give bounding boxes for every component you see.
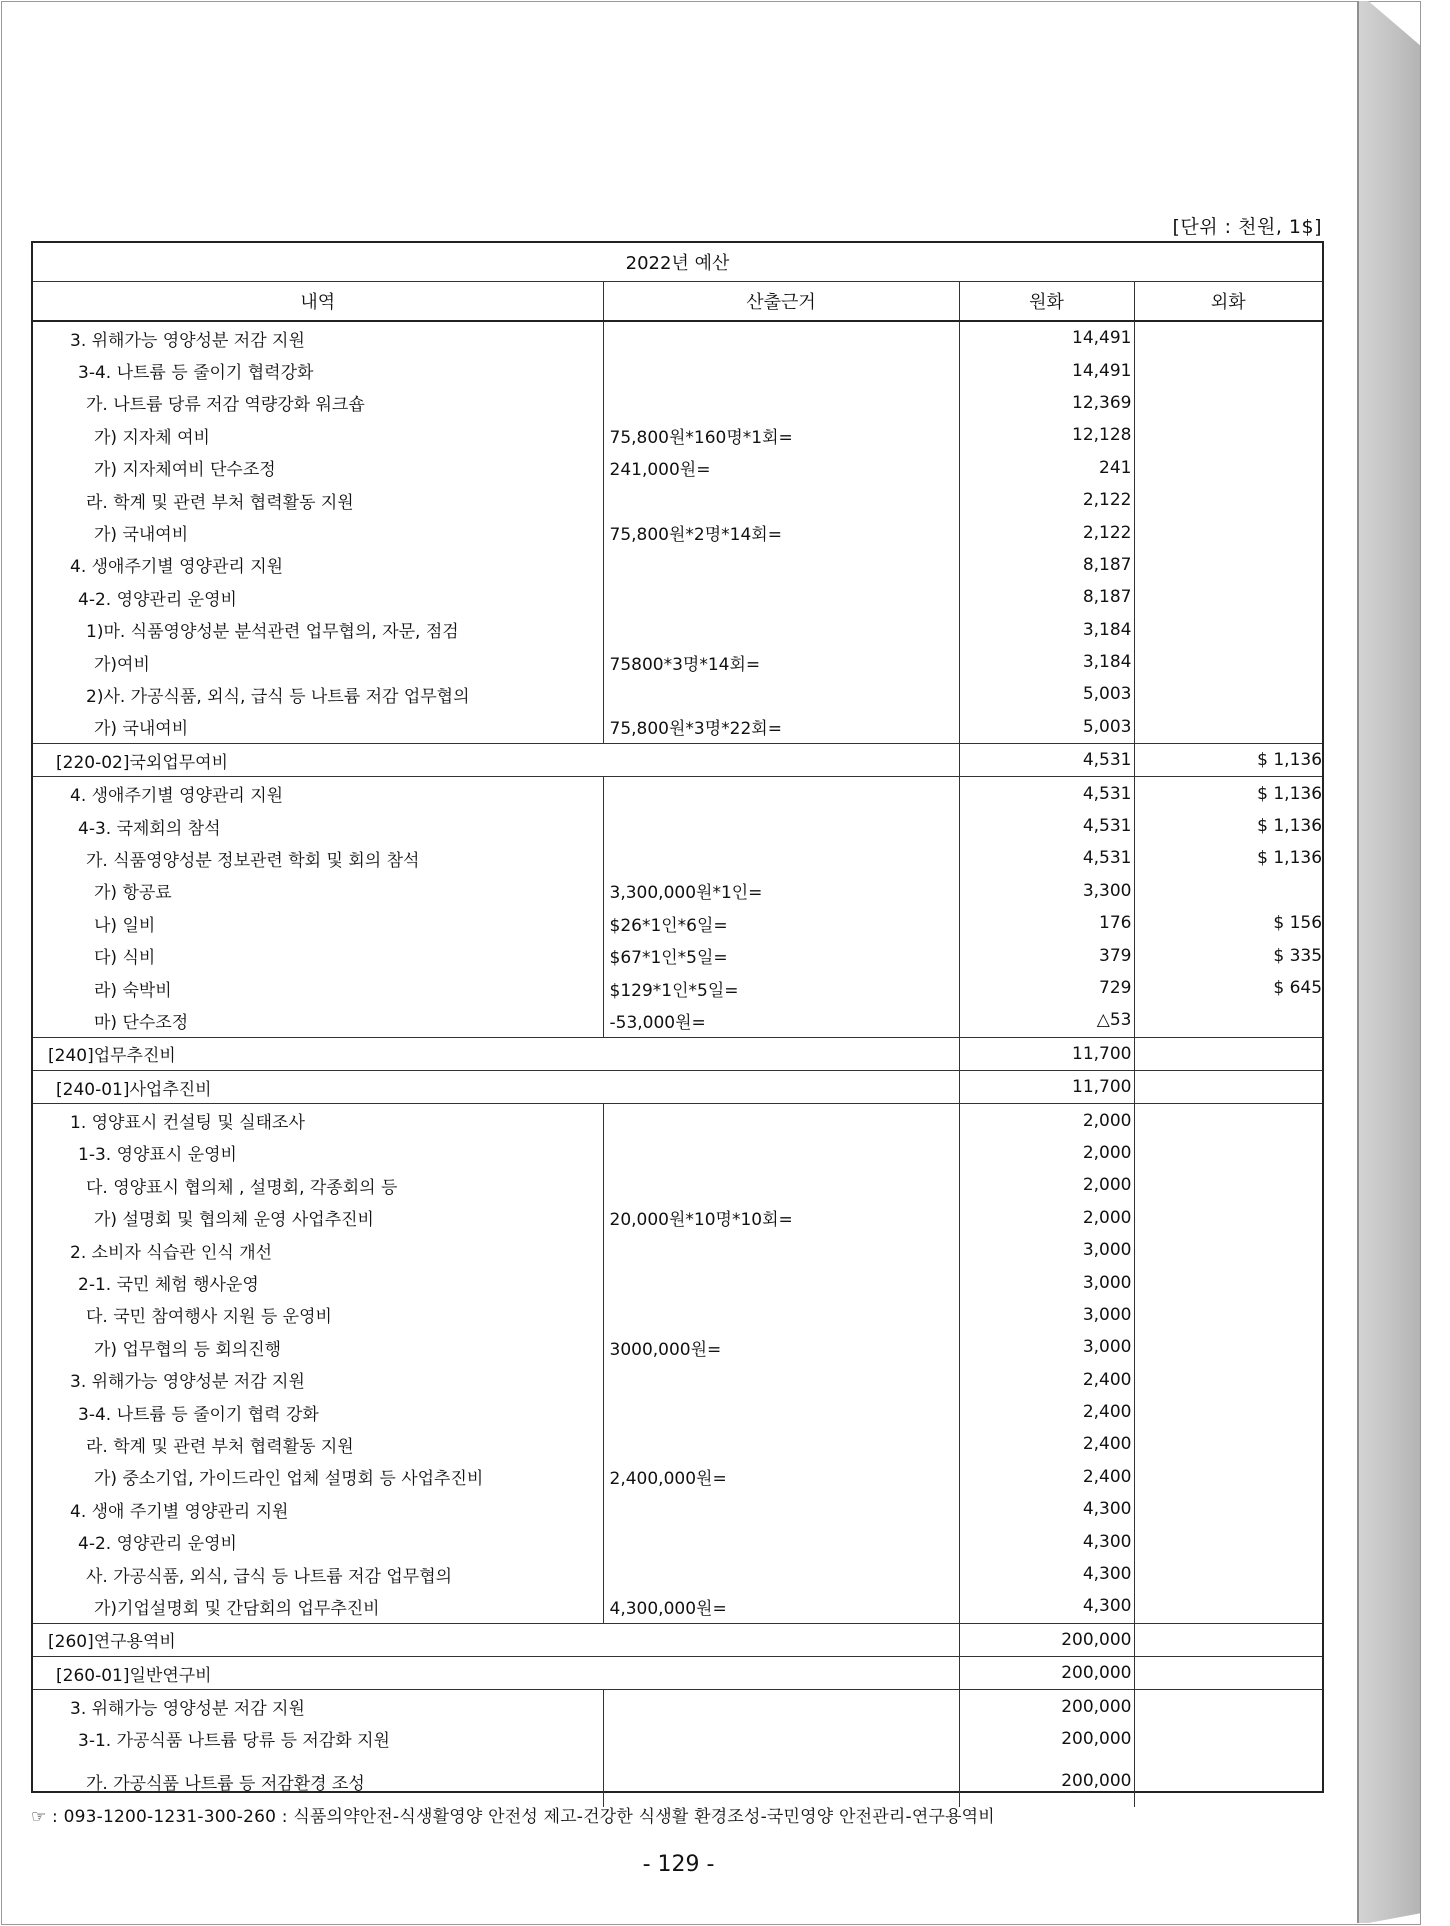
row-item: 가) 지자체 여비	[33, 419, 603, 451]
row-krw: 3,184	[959, 614, 1134, 646]
row-fx	[1134, 581, 1322, 613]
row-fx: $ 1,136	[1134, 744, 1322, 777]
row-fx	[1134, 1364, 1322, 1396]
row-item: 가)여비	[33, 646, 603, 678]
table-row	[33, 1299, 1322, 1331]
row-fx	[1134, 452, 1322, 484]
table-row	[33, 614, 1322, 646]
row-item: 가. 나트륨 당류 저감 역량강화 워크숍	[33, 387, 603, 419]
row-fx	[1134, 678, 1322, 710]
row-krw: 200,000	[959, 1623, 1134, 1656]
row-krw: 379	[959, 939, 1134, 971]
row-item: 1. 영양표시 컨설팅 및 실태조사	[33, 1104, 603, 1137]
row-basis: 75800*3명*14회=	[603, 646, 959, 678]
row-krw: 2,400	[959, 1461, 1134, 1493]
table-row	[33, 1690, 1322, 1723]
row-krw: 3,000	[959, 1299, 1134, 1331]
row-item: 가)기업설명회 및 간담회의 업무추진비	[33, 1590, 603, 1623]
unit-label: [단위 : 천원, 1$]	[1172, 216, 1322, 238]
row-krw: 14,491	[959, 321, 1134, 354]
row-basis	[603, 842, 959, 874]
row-krw: 3,000	[959, 1234, 1134, 1266]
row-fx	[1134, 516, 1322, 548]
row-basis	[603, 354, 959, 386]
row-krw: 2,000	[959, 1137, 1134, 1169]
row-item: 라. 학계 및 관련 부처 협력활동 지원	[33, 1428, 603, 1460]
row-item: 다. 영양표시 협의체 , 설명회, 각종회의 등	[33, 1169, 603, 1201]
table-row	[33, 744, 1322, 777]
row-basis	[603, 581, 959, 613]
row-item: 3. 위해가능 영양성분 저감 지원	[33, 1690, 603, 1723]
row-item: 3-4. 나트륨 등 줄이기 협력 강화	[33, 1396, 603, 1428]
row-fx	[1134, 321, 1322, 354]
row-basis: 2,400,000원=	[603, 1461, 959, 1493]
row-fx	[1134, 1657, 1322, 1690]
row-fx	[1134, 484, 1322, 516]
row-basis: 75,800원*2명*14회=	[603, 516, 959, 548]
row-fx	[1134, 1004, 1322, 1037]
row-item: 가) 중소기업, 가이드라인 업체 설명회 등 사업추진비	[33, 1461, 603, 1493]
row-item: 가) 항공료	[33, 875, 603, 907]
row-basis: 75,800원*3명*22회=	[603, 711, 959, 744]
table-row	[33, 484, 1322, 516]
row-item: 1-3. 영양표시 운영비	[33, 1137, 603, 1169]
row-krw: 176	[959, 907, 1134, 939]
row-fx	[1134, 1723, 1322, 1755]
budget-table	[31, 241, 1324, 1793]
row-basis	[603, 1690, 959, 1723]
row-krw: 8,187	[959, 581, 1134, 613]
table-row	[33, 972, 1322, 1004]
row-fx	[1134, 1234, 1322, 1266]
table-row	[33, 1723, 1322, 1755]
table-row	[33, 907, 1322, 939]
row-item: 4-2. 영양관리 운영비	[33, 1525, 603, 1557]
row-krw: 2,122	[959, 484, 1134, 516]
row-fx	[1134, 1755, 1322, 1807]
row-basis: 75,800원*160명*1회=	[603, 419, 959, 451]
table-row	[33, 1493, 1322, 1525]
row-basis: 3,300,000원*1인=	[603, 875, 959, 907]
row-item: 가) 업무협의 등 회의진행	[33, 1331, 603, 1363]
row-fx	[1134, 614, 1322, 646]
row-krw: 2,122	[959, 516, 1134, 548]
table-row	[33, 452, 1322, 484]
row-fx	[1134, 549, 1322, 581]
table-title: 2022년 예산	[33, 243, 1322, 282]
row-fx	[1134, 1690, 1322, 1723]
row-item: 2. 소비자 식습관 인식 개선	[33, 1234, 603, 1266]
row-fx: $ 1,136	[1257, 816, 1323, 837]
row-fx	[1134, 1137, 1322, 1169]
row-item: 4. 생애 주기별 영양관리 지원	[33, 1493, 603, 1525]
row-fx	[1134, 1461, 1322, 1493]
row-item: 3. 위해가능 영양성분 저감 지원	[33, 1364, 603, 1396]
row-item: 사. 가공식품, 외식, 급식 등 나트륨 저감 업무협의	[33, 1558, 603, 1590]
row-krw: 5,003	[959, 711, 1134, 744]
table-row	[33, 1657, 1322, 1690]
page-spine-shadow	[1357, 1, 1420, 1923]
row-krw: 200,000	[959, 1690, 1134, 1723]
table-row	[33, 678, 1322, 710]
row-basis	[603, 777, 959, 810]
row-item: 다) 식비	[33, 939, 603, 971]
row-krw: 200,000	[959, 1723, 1134, 1755]
row-basis: -53,000원=	[603, 1004, 959, 1037]
row-basis	[603, 1299, 959, 1331]
table-row	[33, 1266, 1322, 1298]
row-item: 가) 국내여비	[33, 516, 603, 548]
row-fx	[1134, 1558, 1322, 1590]
row-item: 4-3. 국제회의 참석	[33, 810, 603, 842]
row-item: 가) 지자체여비 단수조정	[33, 452, 603, 484]
row-fx	[1134, 387, 1322, 419]
row-krw: 14,491	[959, 354, 1134, 386]
row-item: [260]연구용역비	[33, 1623, 959, 1656]
row-basis	[603, 387, 959, 419]
row-item: 4. 생애주기별 영양관리 지원	[33, 549, 603, 581]
table-row	[33, 581, 1322, 613]
row-item: 나) 일비	[33, 907, 603, 939]
row-basis	[603, 1104, 959, 1137]
row-krw: 4,531	[959, 744, 1134, 777]
header-fx: 외화	[1134, 282, 1322, 322]
row-basis	[603, 1493, 959, 1525]
table-row	[33, 646, 1322, 678]
table-row	[33, 1004, 1322, 1037]
row-basis	[603, 1364, 959, 1396]
row-krw: 241	[959, 452, 1134, 484]
row-basis: 241,000원=	[603, 452, 959, 484]
row-item: 가) 설명회 및 협의체 운영 사업추진비	[33, 1202, 603, 1234]
table-row	[33, 711, 1322, 744]
row-krw: 2,400	[959, 1396, 1134, 1428]
row-fx	[1134, 1590, 1322, 1623]
row-fx	[1134, 1037, 1322, 1070]
row-krw: 2,000	[959, 1104, 1134, 1137]
row-krw: 2,000	[959, 1202, 1134, 1234]
row-krw: 729	[959, 972, 1134, 1004]
row-fx	[1134, 1493, 1322, 1525]
table-row	[33, 1169, 1322, 1201]
row-krw: 4,300	[959, 1558, 1134, 1590]
row-item: 다. 국민 참여행사 지원 등 운영비	[33, 1299, 603, 1331]
table-row	[33, 810, 1322, 842]
row-basis	[603, 1525, 959, 1557]
row-basis	[603, 1396, 959, 1428]
row-krw: 3,000	[959, 1331, 1134, 1363]
table-row	[33, 1755, 1322, 1807]
row-fx	[1134, 646, 1322, 678]
row-item: [240]업무추진비	[33, 1037, 959, 1070]
table-row	[33, 1461, 1322, 1493]
row-item: 4. 생애주기별 영양관리 지원	[33, 777, 603, 810]
row-basis	[603, 549, 959, 581]
table-row	[33, 1070, 1322, 1103]
row-item: 3-4. 나트륨 등 줄이기 협력강화	[33, 354, 603, 386]
table-row	[33, 354, 1322, 386]
row-fx	[1134, 711, 1322, 744]
page-spine-edge	[1357, 1, 1359, 1923]
row-krw: 5,003	[959, 678, 1134, 710]
row-item: 3-1. 가공식품 나트륨 당류 등 저감화 지원	[33, 1723, 603, 1755]
table-row	[33, 1623, 1322, 1656]
row-fx: $ 1,136	[1134, 777, 1322, 810]
table-row	[33, 777, 1322, 810]
table-row	[33, 1558, 1322, 1590]
row-fx	[1134, 1202, 1322, 1234]
row-krw: 11,700	[959, 1037, 1134, 1070]
row-fx	[1134, 1428, 1322, 1460]
row-item: 4-2. 영양관리 운영비	[33, 581, 603, 613]
row-krw: 3,184	[959, 646, 1134, 678]
row-krw: 11,700	[959, 1070, 1134, 1103]
table-row	[33, 1590, 1322, 1623]
table-row	[33, 1202, 1322, 1234]
row-basis	[603, 1755, 959, 1807]
table-row	[33, 1525, 1322, 1557]
row-basis	[603, 1428, 959, 1460]
row-fx	[1134, 419, 1322, 451]
table-row	[33, 842, 1322, 874]
row-item: 3. 위해가능 영양성분 저감 지원	[33, 321, 603, 354]
row-basis: 3000,000원=	[603, 1331, 959, 1363]
row-item: [260-01]일반연구비	[33, 1657, 959, 1690]
row-basis	[603, 1234, 959, 1266]
table-row	[33, 1331, 1322, 1363]
header-item: 내역	[33, 282, 603, 322]
table-row	[33, 1234, 1322, 1266]
table-row	[33, 419, 1322, 451]
row-basis: 4,300,000원=	[603, 1590, 959, 1623]
row-basis	[603, 1558, 959, 1590]
row-basis	[603, 1137, 959, 1169]
budget-table-grid	[33, 243, 1322, 1807]
row-basis	[603, 1266, 959, 1298]
table-row	[33, 549, 1322, 581]
row-item: 가. 가공식품 나트륨 등 저감환경 조성	[33, 1755, 603, 1807]
row-fx: $ 1,136	[1257, 848, 1323, 869]
row-krw: 2,400	[959, 1428, 1134, 1460]
table-row	[33, 1364, 1322, 1396]
row-item: 1)마. 식품영양성분 분석관련 업무협의, 자문, 점검	[33, 614, 603, 646]
row-krw: 200,000	[959, 1657, 1134, 1690]
table-row	[33, 321, 1322, 354]
row-item: 2)사. 가공식품, 외식, 급식 등 나트륨 저감 업무협의	[33, 678, 603, 710]
row-krw: 8,187	[959, 549, 1134, 581]
row-fx	[1134, 1070, 1322, 1103]
row-krw: 4,531	[959, 842, 1134, 874]
row-fx	[1134, 1104, 1322, 1137]
table-row	[33, 516, 1322, 548]
row-krw: 2,400	[959, 1364, 1134, 1396]
table-row	[33, 875, 1322, 907]
row-krw: △53	[959, 1004, 1134, 1037]
row-basis	[603, 1723, 959, 1755]
table-row	[33, 1104, 1322, 1137]
row-item: [220-02]국외업무여비	[33, 744, 959, 777]
row-item: 가) 국내여비	[33, 711, 603, 744]
row-item: [240-01]사업추진비	[33, 1070, 959, 1103]
table-row	[33, 1137, 1322, 1169]
row-krw: 3,000	[959, 1266, 1134, 1298]
row-item: 라. 학계 및 관련 부처 협력활동 지원	[33, 484, 603, 516]
row-krw: 4,300	[959, 1525, 1134, 1557]
row-item: 라) 숙박비	[33, 972, 603, 1004]
row-krw: 4,531	[959, 810, 1134, 842]
header-krw: 원화	[959, 282, 1134, 322]
row-krw: 12,369	[959, 387, 1134, 419]
row-basis	[603, 678, 959, 710]
row-fx	[1134, 1331, 1322, 1363]
row-basis: $67*1인*5일=	[603, 939, 959, 971]
row-fx	[1134, 1623, 1322, 1656]
row-fx	[1134, 1266, 1322, 1298]
row-basis: $129*1인*5일=	[603, 972, 959, 1004]
table-row	[33, 939, 1322, 971]
row-fx	[1134, 1396, 1322, 1428]
row-krw: 2,000	[959, 1169, 1134, 1201]
row-basis	[603, 810, 959, 842]
row-basis	[603, 614, 959, 646]
row-basis	[603, 1169, 959, 1201]
row-krw: 200,000	[959, 1755, 1134, 1807]
row-krw: 12,128	[959, 419, 1134, 451]
row-fx	[1134, 1169, 1322, 1201]
row-fx: $ 335	[1273, 945, 1323, 966]
row-krw: 4,531	[959, 777, 1134, 810]
row-krw: 4,300	[959, 1493, 1134, 1525]
table-body	[33, 321, 1322, 1807]
row-fx	[1134, 875, 1322, 907]
row-basis	[603, 484, 959, 516]
row-fx	[1134, 1525, 1322, 1557]
page-number: - 129 -	[642, 1852, 715, 1877]
table-row	[33, 1428, 1322, 1460]
header-basis: 산출근거	[603, 282, 959, 322]
row-fx	[1134, 1299, 1322, 1331]
row-basis: 20,000원*10명*10회=	[603, 1202, 959, 1234]
table-row	[33, 1396, 1322, 1428]
row-krw: 4,300	[959, 1590, 1134, 1623]
row-basis: $26*1인*6일=	[603, 907, 959, 939]
row-fx	[1134, 354, 1322, 386]
row-item: 마) 단수조정	[33, 1004, 603, 1037]
row-item: 가. 식품영양성분 정보관련 학회 및 회의 참석	[33, 842, 603, 874]
table-row	[33, 1037, 1322, 1070]
row-item: 2-1. 국민 체험 행사운영	[33, 1266, 603, 1298]
footnote: ☞ : 093-1200-1231-300-260 : 식품의약안전-식생활영양 안전성 제고-건강한 식생활 환경조성-국민영양 안전관리-연구용역비	[31, 1807, 995, 1827]
row-fx: $ 645	[1273, 978, 1323, 998]
row-basis	[603, 321, 959, 354]
row-fx: $ 156	[1273, 913, 1323, 934]
table-row	[33, 387, 1322, 419]
row-krw: 3,300	[959, 875, 1134, 907]
